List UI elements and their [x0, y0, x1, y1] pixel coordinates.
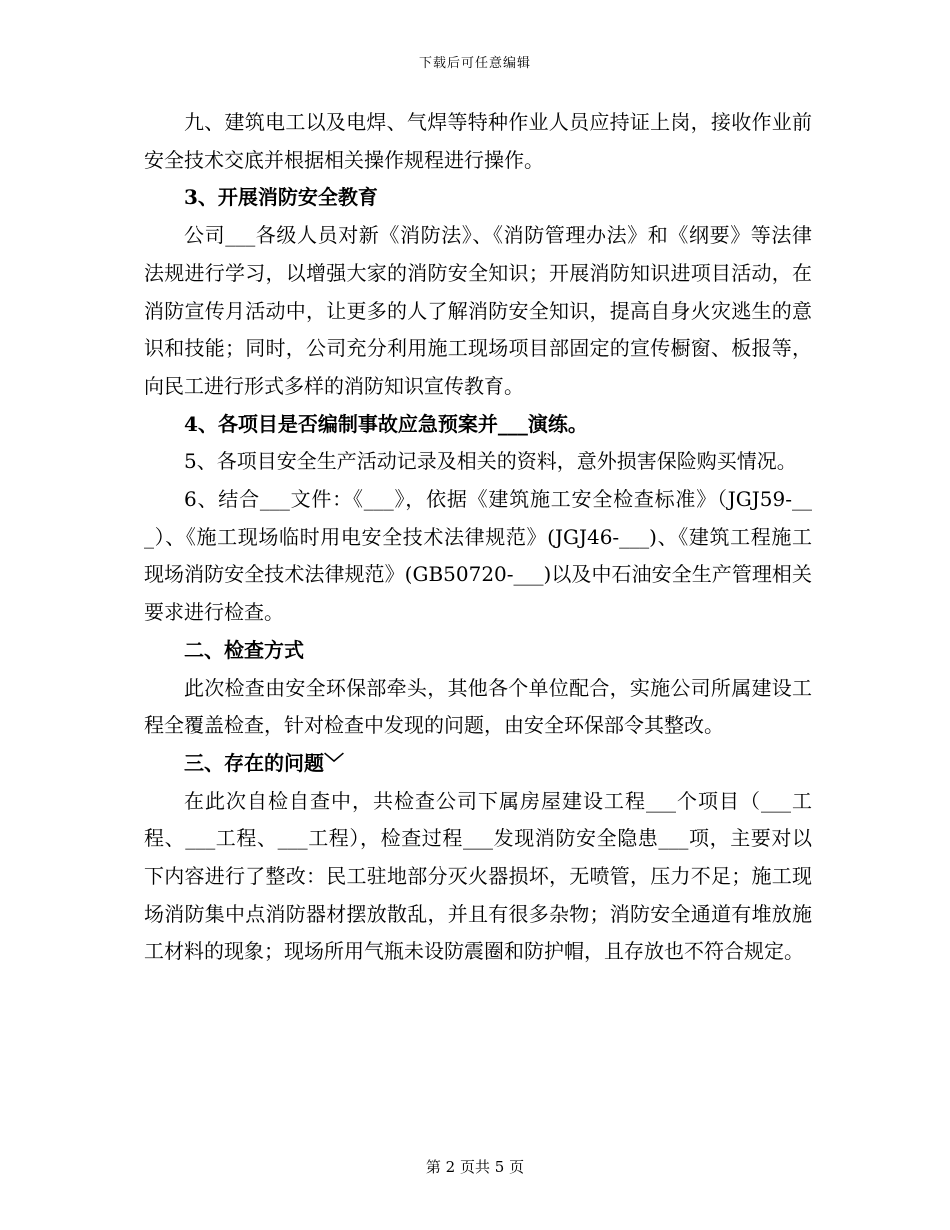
document-body [144, 104, 812, 971]
paragraph-standards: 6、结合___文件：《___》，依据《建筑施工安全检查标准》（JGJ59-___）、《施工现场临时用电安全技术法律规范》(JGJ46-___)、《建筑工程施工现场消防安全技术法律规范》(GB50720-___)以及中石油安全生产管理相关要求进行检查。 [144, 487, 812, 625]
section-heading-fire-education: 3、开展消防安全教育 [184, 185, 378, 210]
paragraph-records: 5、各项目安全生产活动记录及相关的资料，意外损害保险购买情况。 [184, 449, 797, 474]
paragraph-inspection-method: 此次检查由安全环保部牵头，其他各个单位配合，实施公司所属建设工程全覆盖检查，针对检查中发现的问题，由安全环保部令其整改。 [144, 675, 812, 738]
page-number: 第 2 页共 5 页 [425, 1158, 525, 1176]
paragraph-problems: 在此次自检自查中，共检查公司下属房屋建设工程___个项目（___工程、___工程、___工程），检查过程___发现消防安全隐患___项，主要对以下内容进行了整改：民工驻地部分灭火器损坏，无喷管，压力不足；施工现场消防集中点消防器材摆放散乱，并且有很多杂物；消防安全通道有堆放施工材料的现象；现场所用气瓶未设防震圈和防护帽，且存放也不符合规定。 [144, 788, 812, 964]
section-heading-inspection-method: 二、检查方式 [184, 637, 304, 662]
paragraph-item-9: 九、建筑电工以及电焊、气焊等特种作业人员应持证上岗，接收作业前安全技术交底并根据相关操作规程进行操作。 [144, 110, 812, 172]
section-heading-emergency-plan: 4、各项目是否编制事故应急预案并___演练。 [184, 411, 588, 436]
page-header-note: 下载后可任意编辑 [418, 56, 531, 71]
paragraph-fire-education: 公司___各级人员对新《消防法》、《消防管理办法》和《纲要》等法律法规进行学习，以增强大家的消防安全知识；开展消防知识进项目活动，在消防宣传月活动中，让更多的人了解消防安全知识，提高自身火灾逃生的意识和技能；同时，公司充分利用施工现场项目部固定的宣传橱窗、板报等，向民工进行形式多样的消防知识宣传教育。 [144, 223, 812, 398]
section-heading-problems: 三、存在的问题﹀ [184, 750, 344, 775]
